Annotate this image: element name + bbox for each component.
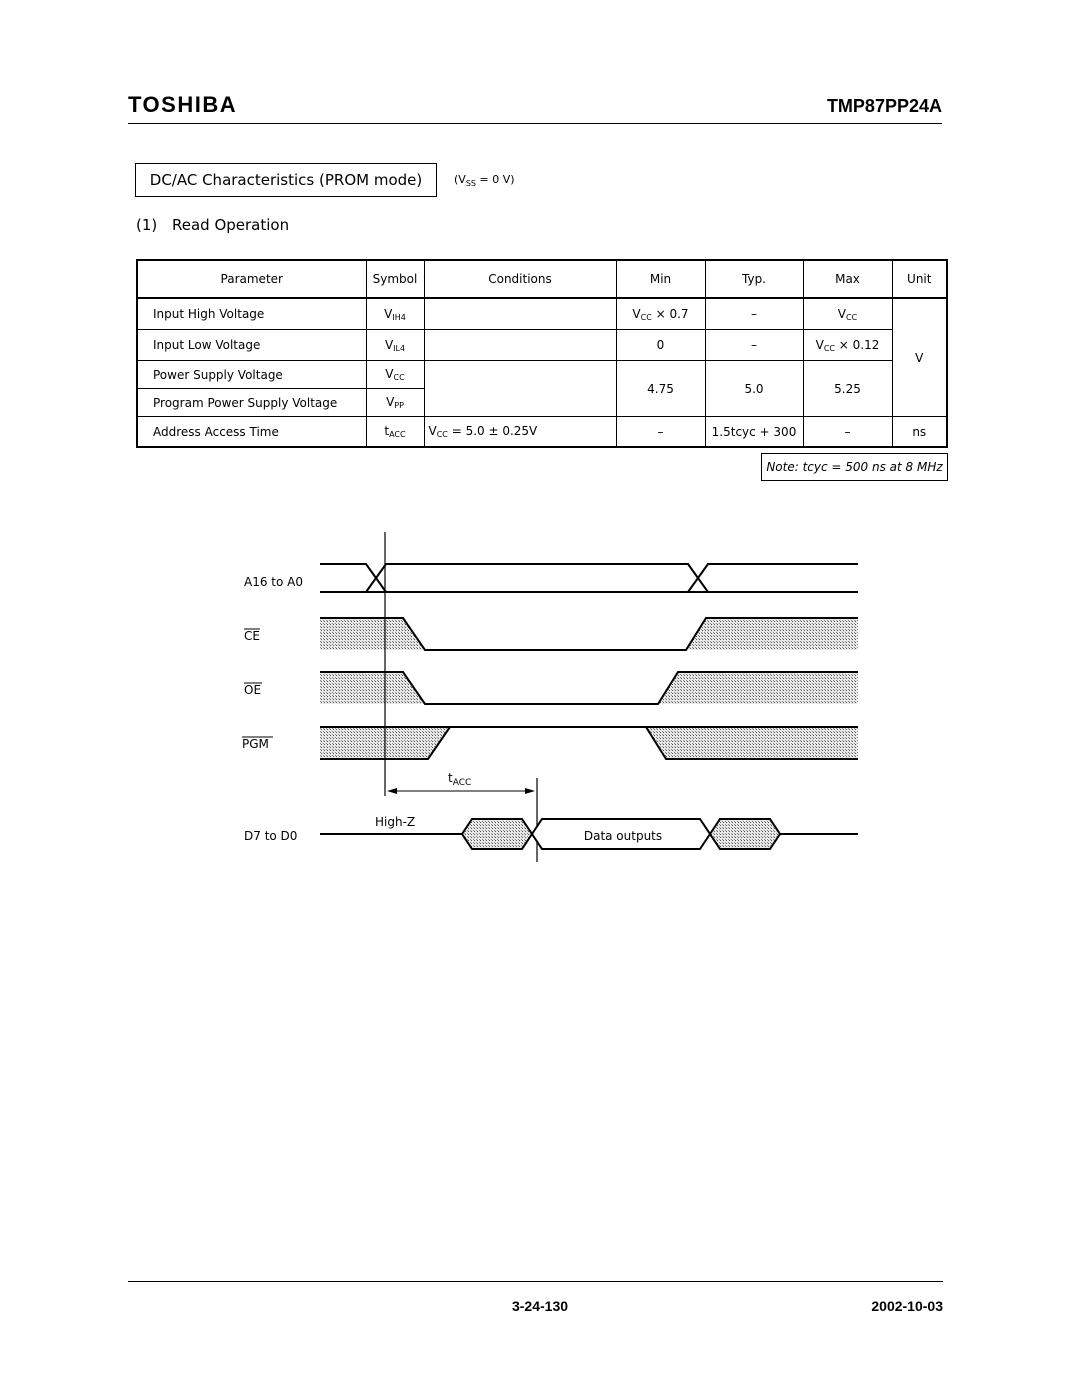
signal-label-data: D7 to D0 [244, 829, 298, 843]
col-header-conditions: Conditions [424, 260, 616, 298]
max-cell: $V_{CC}$ [803, 298, 892, 330]
vss-condition: ($V_{SS} = 0$ V) [454, 173, 515, 189]
typ-cell: 1.5tcyc + 300 [705, 417, 803, 448]
signal-label-oe: OE [244, 683, 262, 697]
subsection-title: Read Operation [172, 216, 290, 234]
typ-cell: 5.0 [705, 361, 803, 417]
signal-label-pgm: PGM [242, 737, 269, 751]
col-header-max: Max [803, 260, 892, 298]
col-header-typ: Typ. [705, 260, 803, 298]
col-header-unit: Unit [892, 260, 947, 298]
symbol-cell: $V_{IL4}$ [366, 330, 424, 361]
min-cell: 0 [616, 330, 705, 361]
col-header-symbol: Symbol [366, 260, 424, 298]
symbol-cell: $t_{ACC}$ [366, 417, 424, 448]
page-number: 3-24-130 [511, 1298, 569, 1314]
param-cell: Input High Voltage [137, 298, 366, 330]
symbol-cell: $V_{PP}$ [366, 389, 424, 417]
param-cell: Power Supply Voltage [137, 361, 366, 389]
param-cell: Input Low Voltage [137, 330, 366, 361]
unit-cell: ns [892, 417, 947, 448]
max-cell: 5.25 [803, 361, 892, 417]
conditions-cell: $V_{CC} = 5.0 \pm 0.25V$ [424, 417, 616, 448]
high-z-label: High-Z [375, 815, 416, 829]
data-outputs-label: Data outputs [583, 829, 663, 843]
part-number: TMP87PP24A [826, 96, 942, 116]
tacc-label: $t_{ACC}$ [448, 771, 472, 788]
symbol-cell: $V_{IH4}$ [366, 298, 424, 330]
col-header-min: Min [616, 260, 705, 298]
typ-cell: – [705, 298, 803, 330]
param-cell: Address Access Time [137, 417, 366, 448]
address-bus-waveform [320, 564, 858, 592]
typ-cell: – [705, 330, 803, 361]
param-cell: Program Power Supply Voltage [137, 389, 366, 417]
min-cell: 4.75 [616, 361, 705, 417]
max-cell: – [803, 417, 892, 448]
footer-divider [128, 1281, 943, 1282]
ce-waveform [320, 618, 858, 650]
document-date: 2002-10-03 [871, 1298, 943, 1314]
brand-logo: TOSHIBA [128, 92, 238, 117]
tacc-arrow [387, 788, 535, 794]
oe-waveform [320, 672, 858, 704]
section-title: DC/AC Characteristics (PROM mode) [135, 163, 437, 197]
max-cell: $V_{CC} \times 0.12$ [803, 330, 892, 361]
subsection-number: (1) [136, 216, 158, 234]
col-header-parameter: Parameter [137, 260, 366, 298]
pgm-waveform [320, 727, 858, 759]
min-cell: $V_{CC} \times 0.7$ [616, 298, 705, 330]
note-box: Note: tcyc = 500 ns at 8 MHz [761, 453, 948, 481]
unit-cell: V [892, 298, 947, 417]
signal-label-address: A16 to A0 [244, 575, 303, 589]
symbol-cell: $V_{CC}$ [366, 361, 424, 389]
min-cell: – [616, 417, 705, 448]
signal-label-ce: CE [244, 629, 260, 643]
